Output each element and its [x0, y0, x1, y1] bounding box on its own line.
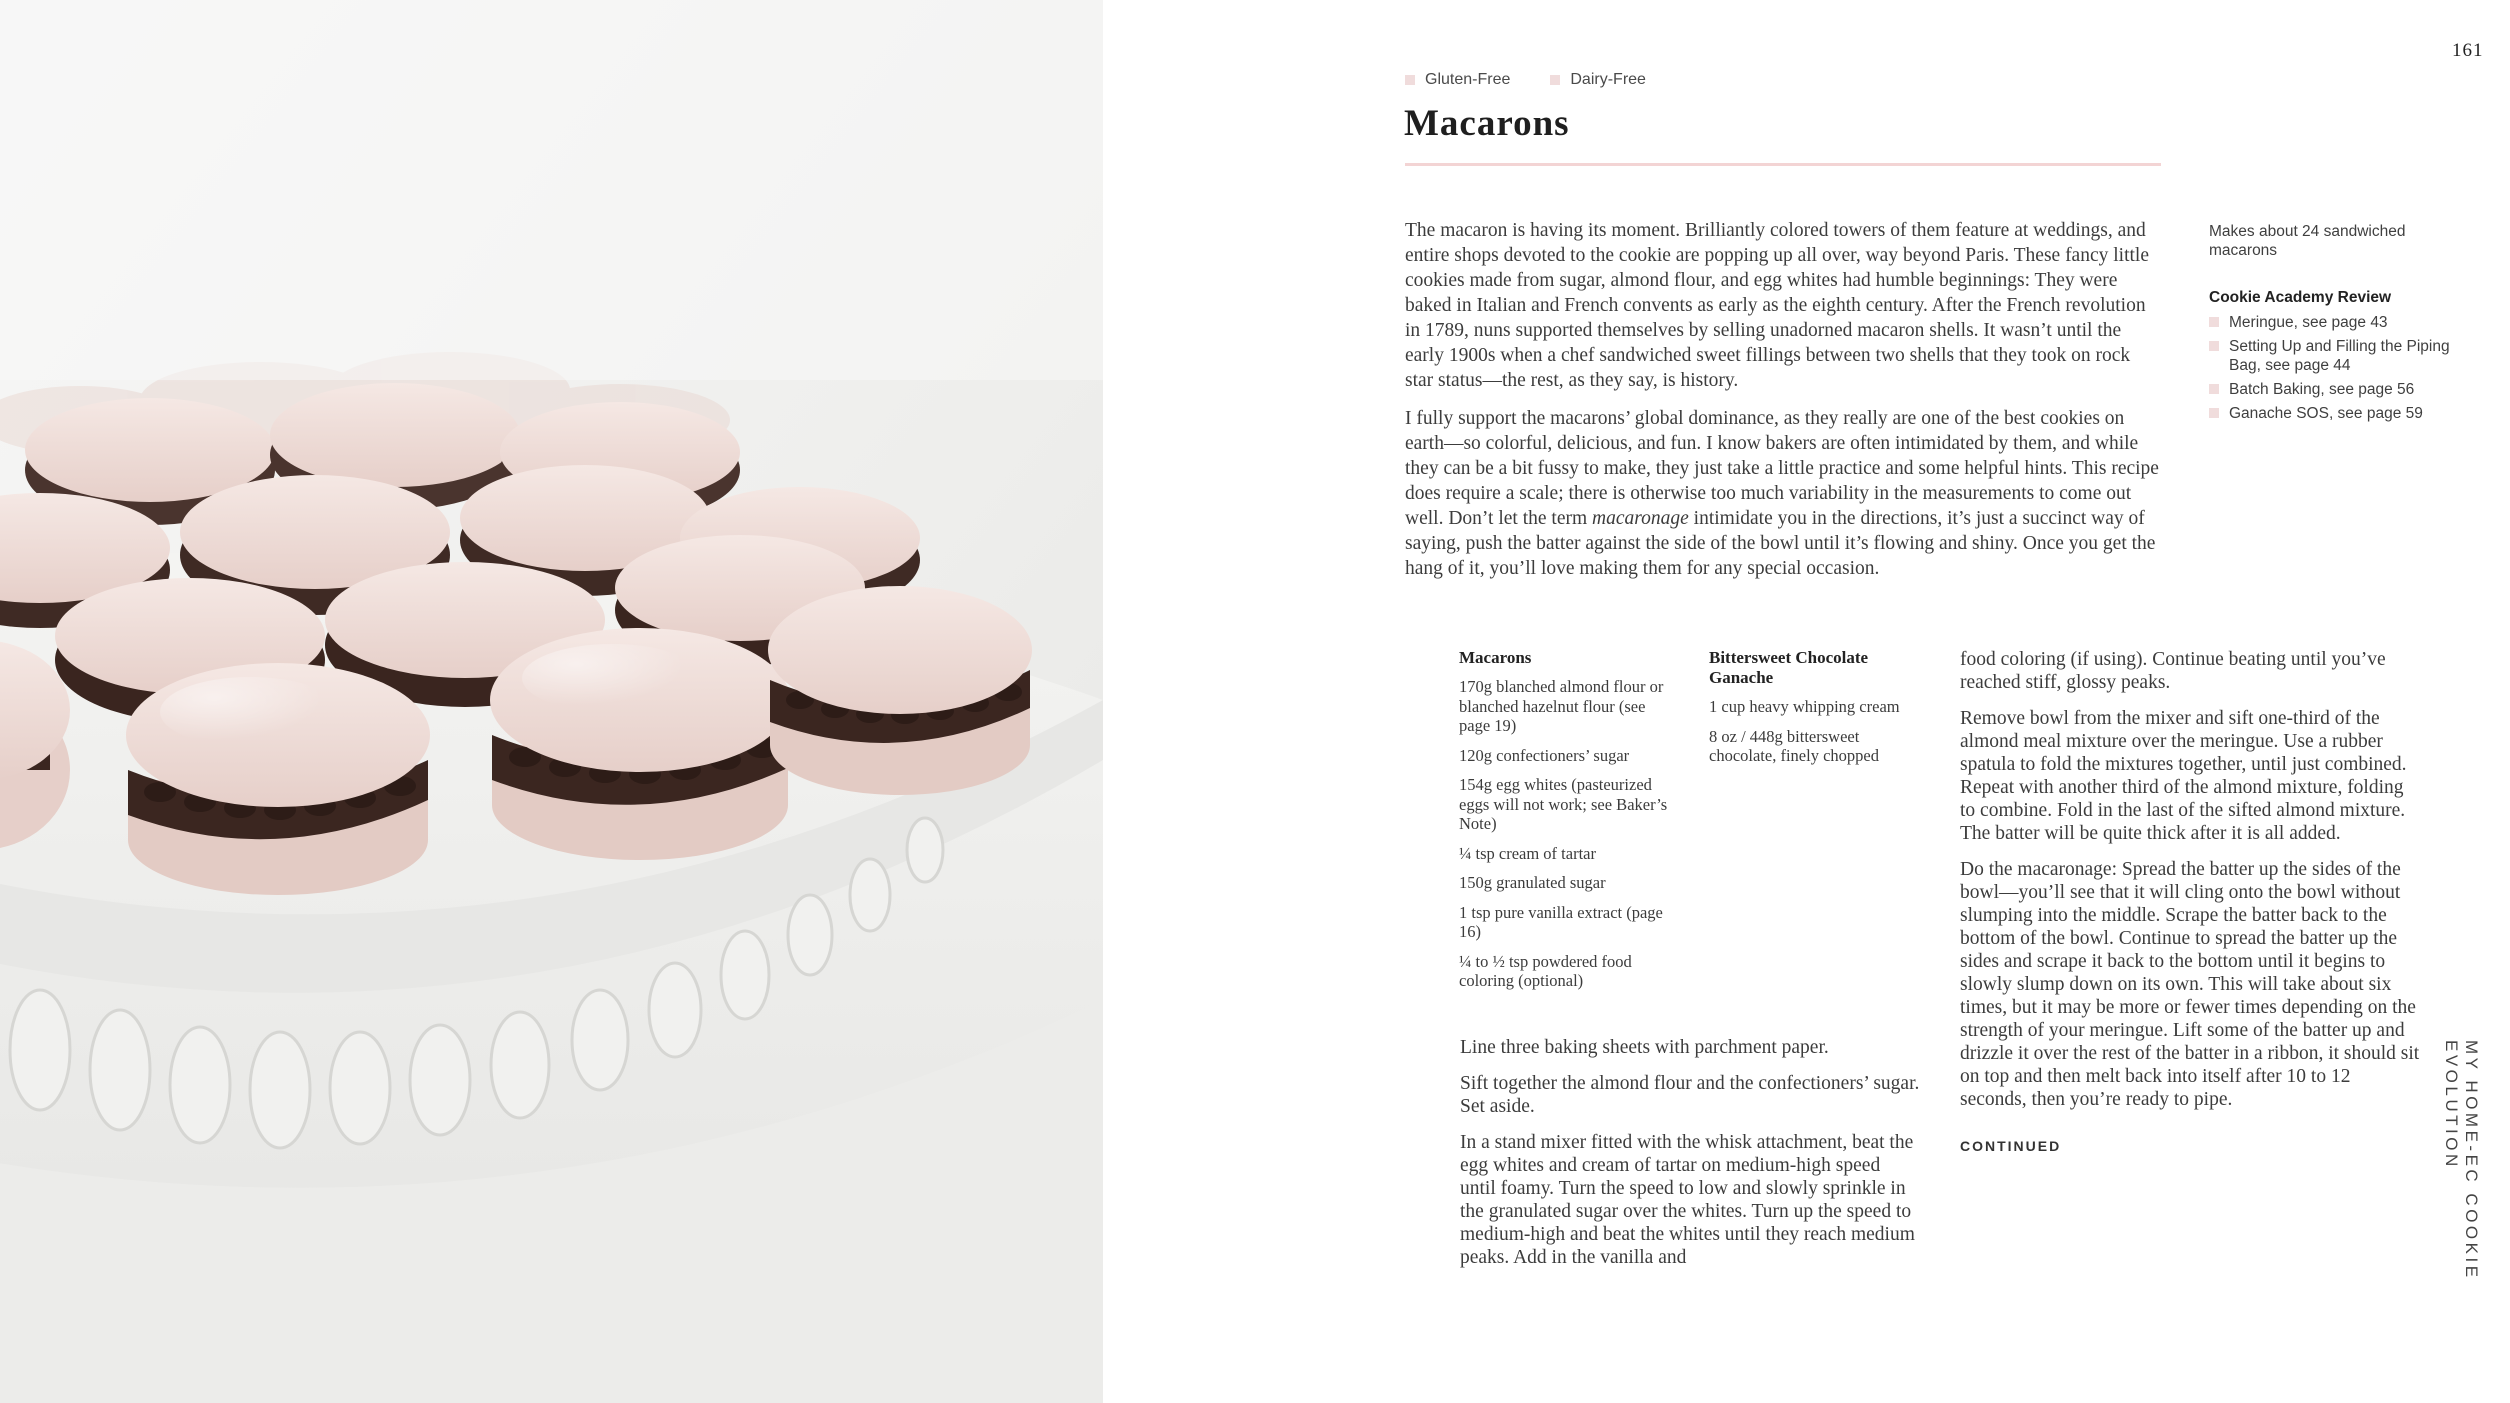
title-divider	[1405, 163, 2161, 166]
intro-paragraph-2	[1405, 406, 2160, 581]
method-step: Remove bowl from the mixer and sift one-third of the almond meal mixture over the meringue. Use a rubber spatula to fold the mixtures together, until just combined. Repeat with another third of the almond mixture, folding to combine. Fold in the last of the sifted almond mixture. The batter will be quite thick after it is all added.	[1960, 708, 2407, 844]
method-column-1	[1460, 1036, 1920, 1282]
ingredient-item: 1 cup heavy whipping cream	[1709, 697, 1900, 716]
ingredients-heading: Macarons	[1459, 648, 1532, 667]
running-head: MY HOME-EC COOKIE EVOLUTION	[2442, 1040, 2481, 1281]
review-item-text: Setting Up and Filling the Piping Bag, see page 44	[2229, 338, 2450, 374]
method-step: Do the macaronage: Spread the batter up the sides of the bowl—you’ll see that it will cling onto the bowl without slumping into the middle. Scrape the batter back to the bottom of the bowl. Continue to spread the batter up the sides and scrape it back to the bottom until it begins to slowly slump down on its own. This will take about six times, but it may be more or fewer times depending on the strength of your meringue. Lift some of the batter up and drizzle it over the rest of the batter in a ribbon, it should sit on top and then melt back into itself after 10 to 12 seconds, then you’re ready to pipe.	[1960, 859, 2420, 1110]
intro-text	[1405, 218, 2160, 594]
review-item	[2209, 313, 2464, 332]
diet-tags	[1405, 71, 1646, 89]
ingredient-list	[1709, 697, 1909, 766]
intro-p2-start: I fully support the macarons’ global dominance, as they really are one of the best cookies on earth—so colorful, delicious, and fun. I know bakers are often intimidated by them, and while they can be a bit fussy to make, they just take a little practice and some helpful hints. This recipe does require a scale; there is otherwise too much variability in the measurements to come out well. Don’t let the term	[1405, 408, 2159, 529]
ingredient-item: ¼ tsp cream of tartar	[1459, 843, 1596, 863]
ingredient-item: ¼ to ½ tsp powdered food coloring (optional)	[1459, 951, 1632, 990]
ingredients-ganache	[1709, 648, 1909, 776]
tag-gluten-free	[1405, 71, 1510, 89]
tag-square-icon	[1550, 75, 1560, 85]
page-number: 161	[2452, 40, 2484, 61]
recipe-yield: Makes about 24 sandwiched macarons	[2209, 223, 2406, 259]
ingredient-item: 1 tsp pure vanilla extract (page 16)	[1459, 902, 1663, 941]
review-item-text: Ganache SOS, see page 59	[2229, 405, 2423, 422]
method-step: Sift together the almond flour and the confectioners’ sugar. Set aside.	[1460, 1073, 1920, 1117]
review-item-text: Batch Baking, see page 56	[2229, 381, 2415, 398]
bullet-square-icon	[2209, 341, 2219, 351]
tag-square-icon	[1405, 75, 1415, 85]
ingredients-macarons	[1459, 648, 1669, 1001]
ingredient-item: 150g granulated sugar	[1459, 873, 1606, 892]
review-item	[2209, 380, 2464, 399]
review-item	[2209, 337, 2464, 375]
intro-p2-term: macaronage	[1592, 508, 1689, 529]
bullet-square-icon	[2209, 408, 2219, 418]
ingredient-item: 154g egg whites (pasteurized eggs will not work; see Baker’s Note)	[1459, 775, 1668, 833]
ingredient-item: 120g confectioners’ sugar	[1459, 745, 1630, 765]
method-step: In a stand mixer fitted with the whisk attachment, beat the egg whites and cream of tartar on medium-high speed until foamy. Turn the speed to low and slowly sprinkle in the granulated sugar over the whites. Turn up the speed to medium-high and beat the whites until they reach medium peaks. Add in the vanilla and	[1460, 1132, 1915, 1268]
ingredient-list	[1459, 677, 1669, 991]
intro-p2-end: intimidate you in the directions, it’s just a succinct way of saying, push the batter against the side of the bowl until it’s flowing and shiny. Once you get the hang of it, you’ll love making them for any special occasion.	[1405, 508, 2156, 579]
review-heading: Cookie Academy Review	[2209, 289, 2392, 306]
ingredient-item: 170g blanched almond flour or blanched hazelnut flour (see page 19)	[1459, 677, 1664, 735]
ingredient-item: 8 oz / 448g bittersweet chocolate, finely chopped	[1709, 726, 1879, 765]
method-column-2	[1960, 648, 2420, 1158]
tag-label: Gluten-Free	[1425, 71, 1511, 88]
tag-label: Dairy-Free	[1570, 71, 1646, 88]
macaron-photo	[0, 0, 1103, 1403]
ingredients-heading: Bittersweet Chocolate Ganache	[1709, 648, 1869, 687]
bullet-square-icon	[2209, 317, 2219, 327]
review-list	[2209, 313, 2464, 423]
method-step: Line three baking sheets with parchment paper.	[1460, 1037, 1829, 1058]
review-item-text: Meringue, see page 43	[2229, 314, 2388, 331]
intro-paragraph-1: The macaron is having its moment. Brilliantly colored towers of them feature at weddings, and entire shops devoted to the cookie are popping up all over, way beyond Paris. These fancy little cookies made from sugar, almond flour, and egg whites had humble beginnings: They were baked in Italian and French convents as early as the eighth century. After the French revolution in 1789, nuns supported themselves by selling unadorned macaron shells. It wasn’t until the early 1900s when a chef sandwiched sweet fillings between two shells that they took on rock star status—the rest, as they say, is history.	[1405, 220, 2149, 391]
tag-dairy-free	[1550, 71, 1646, 89]
review-item	[2209, 404, 2464, 423]
recipe-sidebar	[2209, 222, 2464, 428]
bullet-square-icon	[2209, 384, 2219, 394]
continued-label: CONTINUED	[1960, 1138, 2062, 1154]
recipe-title: Macarons	[1404, 103, 1570, 144]
method-step: food coloring (if using). Continue beating until you’ve reached stiff, glossy peaks.	[1960, 649, 2386, 693]
